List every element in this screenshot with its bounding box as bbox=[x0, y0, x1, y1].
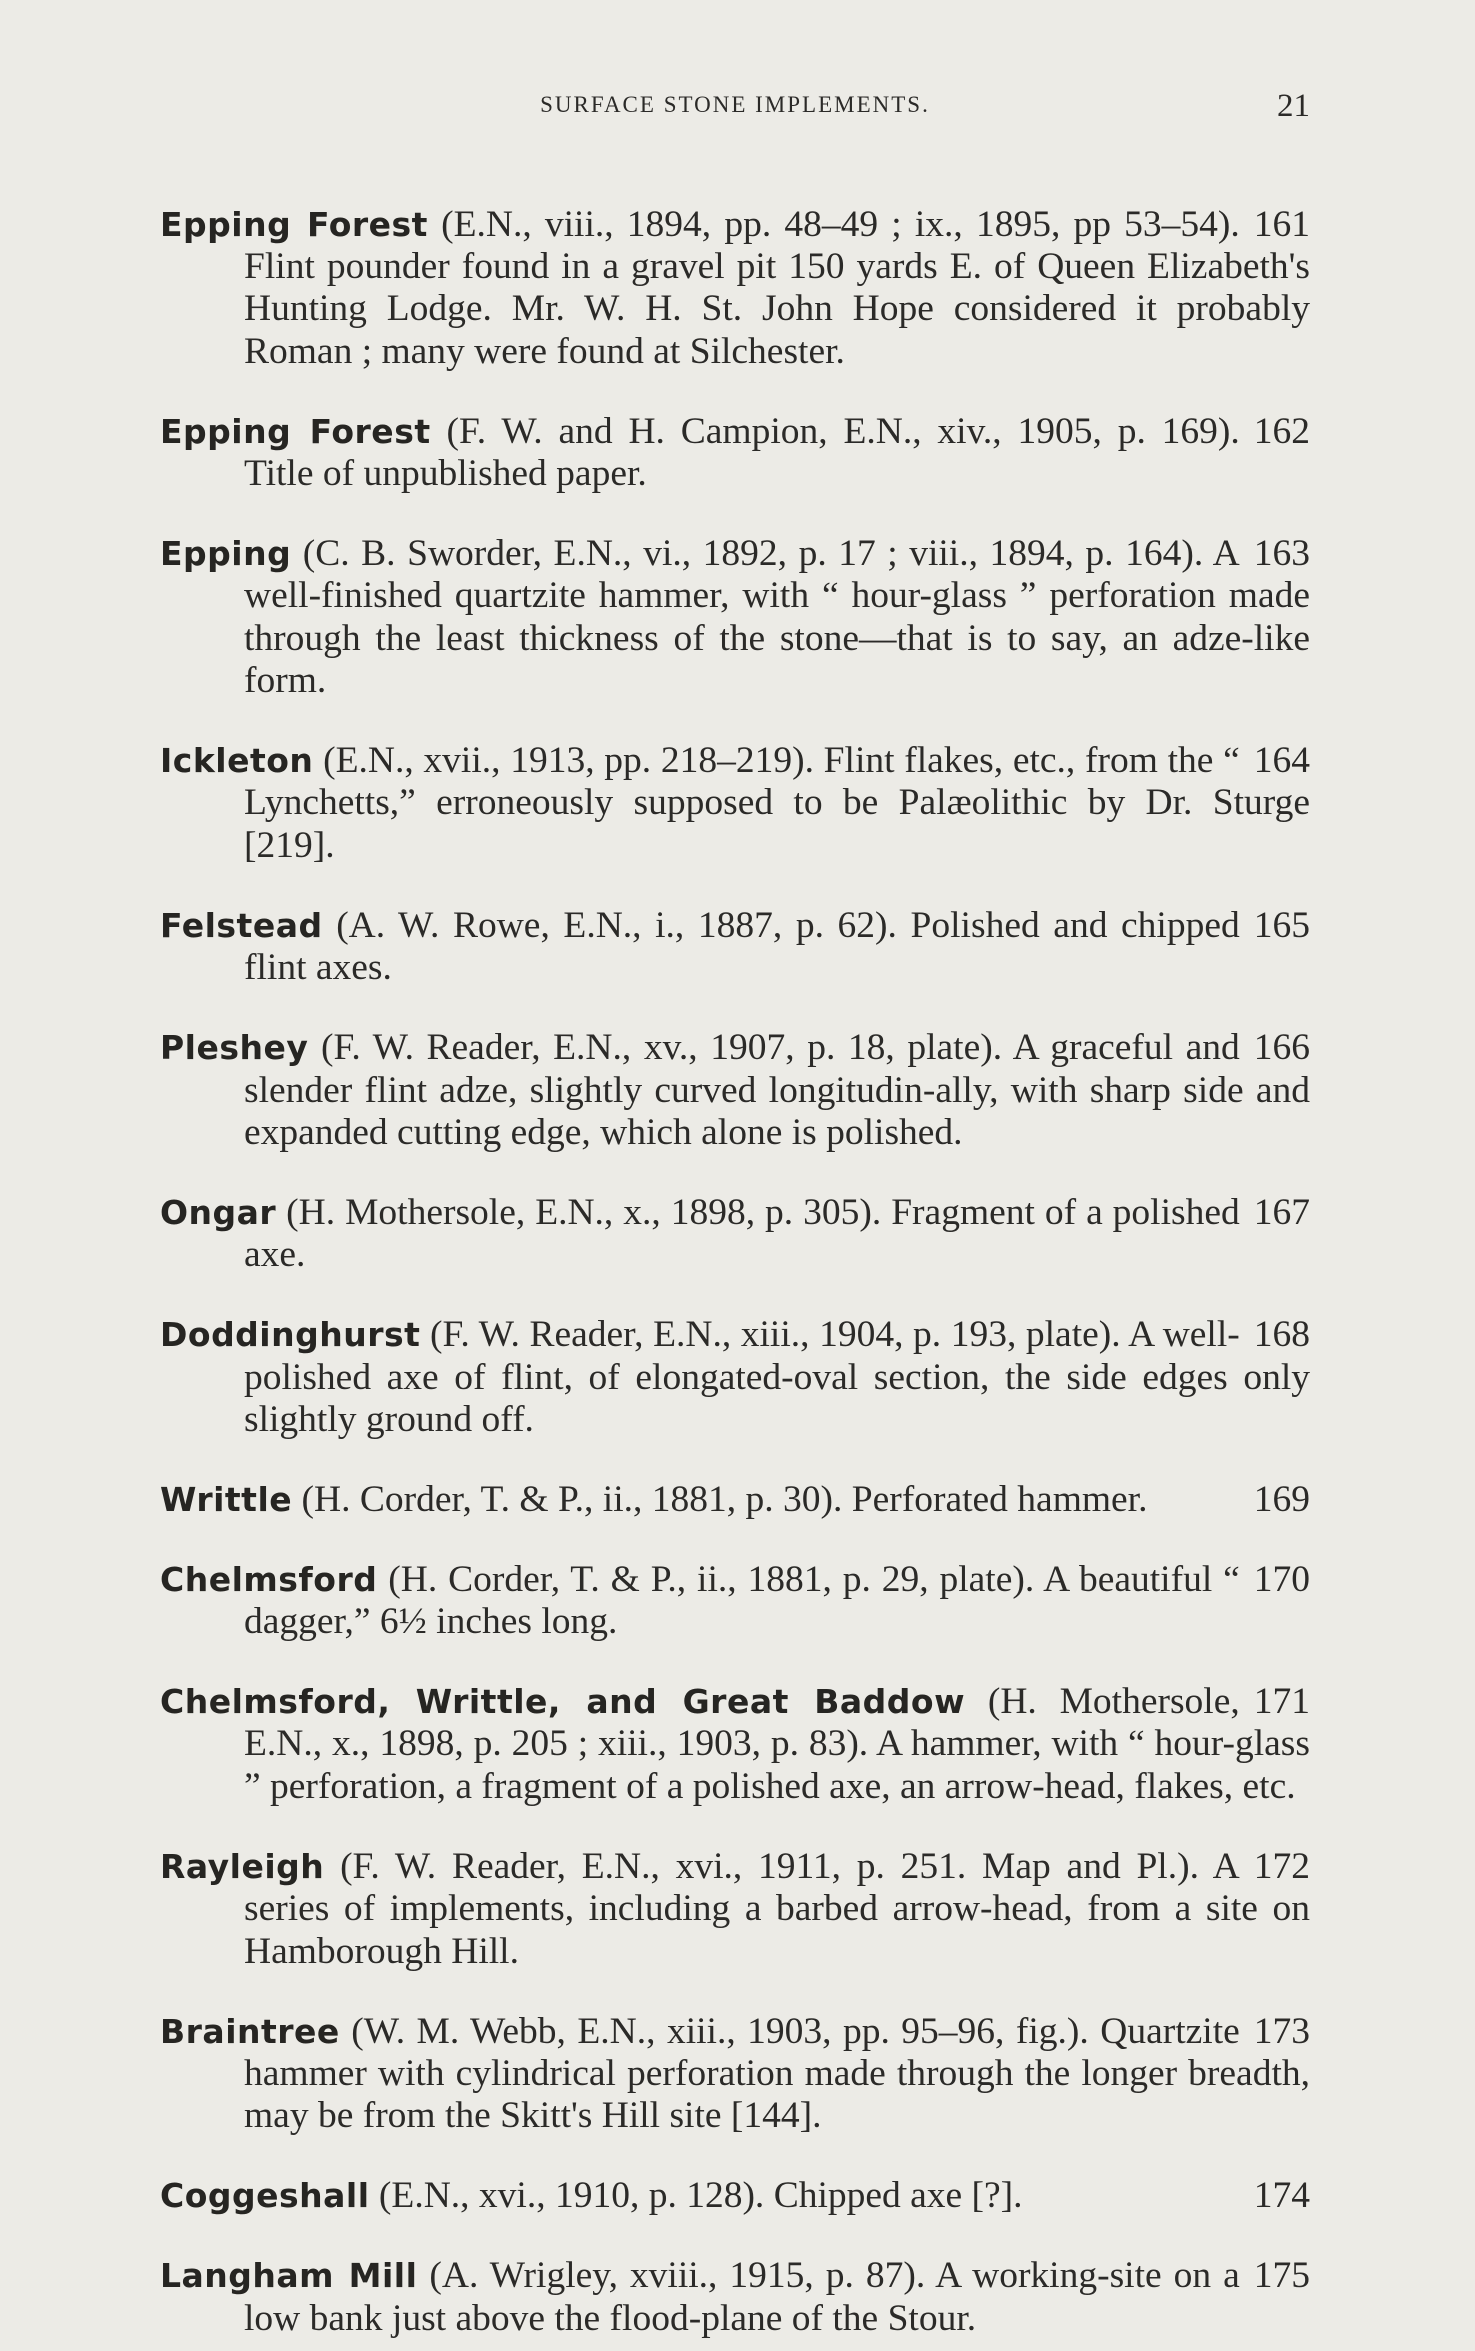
entry-reference: (E.N., xvii., 1913, pp. 218–219). bbox=[323, 740, 814, 782]
page-number: 21 bbox=[1277, 88, 1310, 124]
entry-168 bbox=[160, 1314, 1310, 1441]
entry-reference: (F. W. Reader, E.N., xiii., 1904, p. 193, plate). bbox=[429, 1314, 1121, 1356]
entry-170 bbox=[160, 1559, 1310, 1644]
entry-167 bbox=[160, 1192, 1310, 1277]
entry-number: 174 bbox=[1253, 2175, 1310, 2217]
entry-description: A beautiful “ dagger,” 6½ inches long. bbox=[244, 1558, 1240, 1643]
entry-place: Writtle bbox=[160, 1479, 293, 1519]
entry-number: 163 bbox=[1253, 532, 1310, 574]
entry-number: 173 bbox=[1253, 2010, 1310, 2052]
entry-164 bbox=[160, 740, 1310, 867]
entry-163 bbox=[160, 533, 1310, 703]
entry-list bbox=[160, 166, 1310, 2351]
entry-place: Coggeshall bbox=[160, 2176, 370, 2216]
entry-reference: (H. Mothersole, E.N., x., 1898, p. 305). bbox=[286, 1191, 882, 1233]
entry-number: 175 bbox=[1253, 2255, 1310, 2297]
entry-number: 168 bbox=[1253, 1314, 1310, 1356]
entry-reference: (H. Corder, T. & P., ii., 1881, p. 29, plate). bbox=[388, 1558, 1035, 1600]
entry-number: 161 bbox=[1253, 203, 1310, 245]
entry-reference: (F. W. Reader, E.N., xv., 1907, p. 18, plate). bbox=[321, 1027, 1003, 1069]
entry-description: Chipped axe [?]. bbox=[773, 2175, 1023, 2217]
entry-162 bbox=[160, 411, 1310, 496]
entry-reference: (E.N., viii., 1894, pp. 48–49 ; ix., 1895, pp 53–54). bbox=[441, 203, 1240, 245]
entry-number: 165 bbox=[1253, 904, 1310, 946]
entry-number: 162 bbox=[1253, 410, 1310, 452]
entry-description: A well-polished axe of flint, of elongated-oval section, the side edges only slightly ground off. bbox=[244, 1314, 1310, 1440]
entry-161 bbox=[160, 204, 1310, 374]
entry-description: Title of unpublished paper. bbox=[244, 453, 647, 495]
entry-172 bbox=[160, 1846, 1310, 1973]
entry-number: 169 bbox=[1253, 1478, 1310, 1520]
entry-description: A series of implements, including a barbed arrow-head, from a site on Hamborough Hill. bbox=[244, 1845, 1310, 1972]
entry-description: Flint flakes, etc., from the “ Lynchetts,” erroneously supposed to be Palæolithic by Dr. Sturge [219]. bbox=[244, 740, 1310, 866]
entry-place: Rayleigh bbox=[160, 1846, 325, 1886]
entry-175 bbox=[160, 2255, 1310, 2340]
running-title: SURFACE STONE IMPLEMENTS. bbox=[540, 92, 930, 117]
entry-description: Flint pounder found in a gravel pit 150 yards E. of Queen Elizabeth's Hunting Lodge. Mr. W. H. St. John Hope considered it probably Roman ; many were found at Silchester. bbox=[244, 245, 1310, 372]
entry-place: Braintree bbox=[160, 2011, 340, 2051]
entry-place: Ickleton bbox=[160, 741, 314, 781]
entry-description: A graceful and slender flint adze, slightly curved longitudin-ally, with sharp side and expanded cutting edge, which alone is polished. bbox=[244, 1027, 1310, 1153]
entry-description: Perforated hammer. bbox=[851, 1478, 1148, 1520]
entry-place: Epping Forest bbox=[160, 204, 428, 244]
entry-number: 170 bbox=[1253, 1558, 1310, 1600]
entry-169 bbox=[160, 1479, 1310, 1521]
entry-171 bbox=[160, 1681, 1310, 1808]
entry-reference: (A. Wrigley, xviii., 1915, p. 87). bbox=[429, 2255, 926, 2297]
entry-reference: (E.N., xvi., 1910, p. 128). bbox=[378, 2175, 765, 2217]
entry-place: Epping Forest bbox=[160, 411, 431, 451]
entry-description: Fragment of a polished axe. bbox=[244, 1191, 1240, 1276]
entry-description: Quartzite hammer with cylindrical perforation made through the longer breadth, may be from the Skitt's Hill site [144]. bbox=[244, 2010, 1310, 2137]
entry-reference: (A. W. Rowe, E.N., i., 1887, p. 62). bbox=[336, 904, 897, 946]
entry-description: A hammer, with “ hour-glass ” perforation, a fragment of a polished axe, an arrow-head, flakes, etc. bbox=[244, 1723, 1310, 1807]
entry-reference: (H. Mothersole, E.N., x., 1898, p. 205 ; xiii., 1903, p. 83). bbox=[244, 1681, 1240, 1765]
entry-reference: (F. W. and H. Campion, E.N., xiv., 1905, p. 169). bbox=[446, 410, 1240, 452]
entry-place: Epping bbox=[160, 533, 292, 573]
entry-reference: (F. W. Reader, E.N., xvi., 1911, p. 251. Map and Pl.). bbox=[340, 1845, 1199, 1887]
entry-place: Felstead bbox=[160, 905, 323, 945]
entry-174 bbox=[160, 2175, 1310, 2217]
entry-place: Pleshey bbox=[160, 1028, 309, 1068]
entry-number: 172 bbox=[1253, 1845, 1310, 1887]
entry-reference: (C. B. Sworder, E.N., vi., 1892, p. 17 ; viii., 1894, p. 164). bbox=[302, 532, 1204, 574]
entry-reference: (W. M. Webb, E.N., xiii., 1903, pp. 95–96, fig.). bbox=[351, 2010, 1089, 2052]
entry-reference: (H. Corder, T. & P., ii., 1881, p. 30). bbox=[301, 1478, 843, 1520]
entry-165 bbox=[160, 905, 1310, 990]
entry-description: A working-site on a low bank just above the flood-plane of the Stour. bbox=[244, 2255, 1240, 2339]
entry-number: 171 bbox=[1253, 1681, 1310, 1723]
entry-place: Chelmsford bbox=[160, 1559, 378, 1599]
entry-description: Polished and chipped flint axes. bbox=[244, 904, 1240, 989]
entry-number: 166 bbox=[1253, 1027, 1310, 1069]
entry-place: Ongar bbox=[160, 1192, 277, 1232]
entry-173 bbox=[160, 2011, 1310, 2138]
entry-place: Chelmsford, Writtle, and Great Baddow bbox=[160, 1682, 966, 1722]
entry-place: Langham Mill bbox=[160, 2256, 418, 2296]
entry-number: 167 bbox=[1253, 1191, 1310, 1233]
entry-description: A well-finished quartzite hammer, with “ hour-glass ” perforation made through the least thickness of the stone—that is to say, an adze-like form. bbox=[244, 532, 1310, 702]
entry-number: 164 bbox=[1253, 740, 1310, 782]
entry-place: Doddinghurst bbox=[160, 1315, 421, 1355]
entry-166 bbox=[160, 1027, 1310, 1154]
running-head bbox=[160, 88, 1310, 128]
